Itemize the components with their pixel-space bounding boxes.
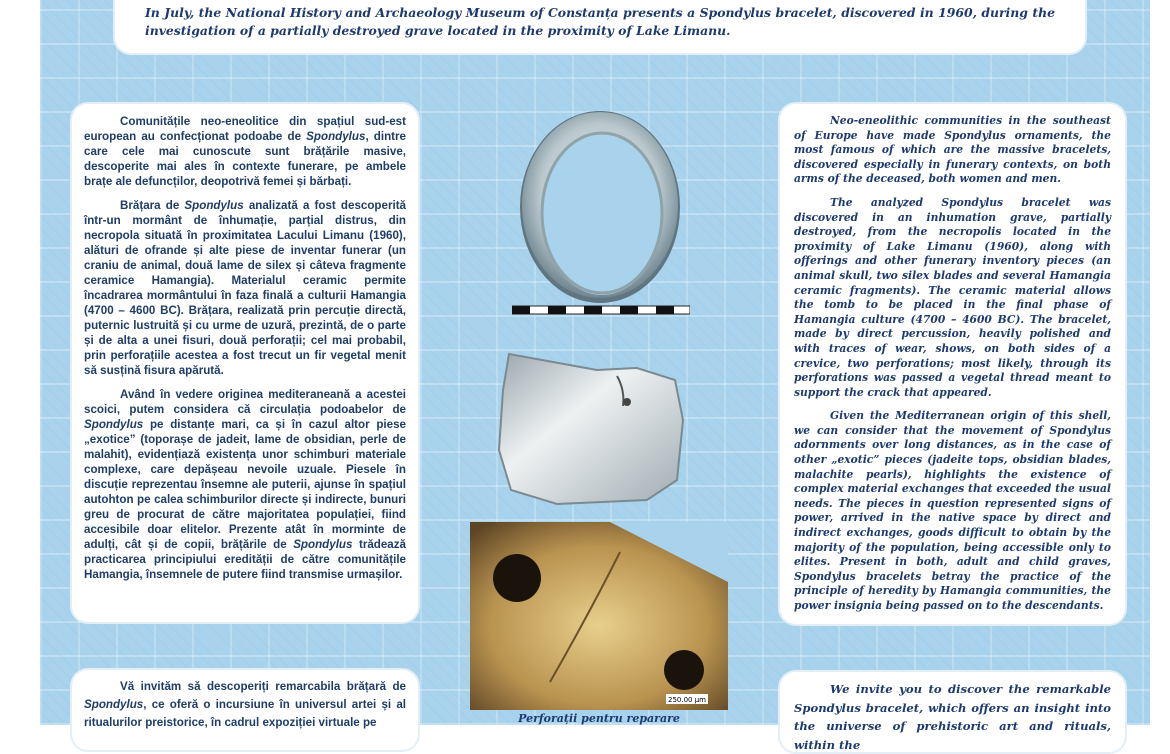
en-paragraph-1: Neo-eneolithic communities in the southeast of Europe have made Spondylus ornaments, the most famous of which are the massive bracelets, discovered especially in funerary contexts, on both arms of the deceased, both women and men. [794, 114, 1111, 186]
en-invitation-text: We invite you to discover the remarkable Spondylus bracelet, which offers an insight into the universe of prehistoric art and rituals, within the [794, 682, 1111, 752]
ro-paragraph-1: Comunitățile neo-eneolitice din spațiul sud-est european au confecționat podoabe de Spondylus, dintre care cele mai cunoscute sunt brățările masive, descoperite mai ales în contexte funerare, pe ambele brațe ale defuncților, deopotrivă femei și bărbați. [84, 115, 407, 188]
english-invitation-card [780, 672, 1125, 752]
romanian-invitation-card [72, 670, 418, 750]
en-paragraph-2: The analyzed Spondylus bracelet was discovered in an inhumation grave, partially destroyed, from the necropolis located in the proximity of Lake Limanu (1960), along with offerings and other funerary inventory pieces (an animal skull, two silex blades and several Hamangia ceramic fragments). The ceramic material allows the tomb to be placed in the final phase of Hamangia culture (4700 – 4600 BC). The bracelet, made by direct percussion, heavily polished and with traces of wear, shows, on both sides of a crevice, two perforations; most likely, through its perforations was passed a vegetal thread meant to support the crack that appeared. [794, 195, 1111, 399]
ro-paragraph-3: Având în vedere originea mediteraneană a acestei scoici, putem considera că circulația podoabelor de Spondylus pe distanțe mari, ca și în cazul altor piese „exotice” (toporașe de jadeit, lame de obsidian, perle de malahit), evidențiază existența unor schimburi materiale complexe, care depășeau nevoile uzuale. Piesele în discuție reprezentau însemne ale puterii, ajunse în spațiul autohton pe calea schimburilor directe și indirecte, bunuri greu de procurat de către majoritatea populației, fiind accesibile doar elitelor. Prezente atât în morminte de adulți, cât și de copii, brățările de Spondylus trădează practicarea principiului eredității de către comunitățile Hamangia, însemnele de putere fiind transmise urmașilor. [84, 388, 407, 581]
bracelet-ring-photo [512, 105, 692, 305]
perforations-microscope-photo [470, 522, 728, 710]
bracelet-fragment-photo [497, 350, 685, 508]
perforations-caption: Perforații pentru reparare [518, 712, 680, 725]
ro-invitation-text: Vă invităm să descoperiți remarcabila brățară de Spondylus, ce oferă o incursiune în universul artei și al ritualurilor preistorice, în cadrul expoziției virtuale pe [84, 680, 406, 729]
ro-paragraph-2: Brățara de Spondylus analizată a fost descoperită într-un mormânt de înhumație, parțial distrus, din necropola situată în proximitatea Lacului Limanu (1960), alături de ofrande și alte piese de inventar funerar (un craniu de animal, două lame de silex și câteva fragmente ceramice Hamangia). Materialul ceramic permite încadrarea mormântului în faza finală a culturii Hamangia (4700 – 4600 BC). Brățara, realizată prin percuție directă, puternic lustruită și cu urme de uzură, prezintă, de o parte și de alta a unei fisuri, două perforații; cel mai probabil, prin perforațiile acestea a fost trecut un fir vegetal menit să susțină fisura apărută. [84, 199, 407, 377]
intro-text: In July, the National History and Archaeology Museum of Constanța presents a Spondylus bracelet, discovered in 1960, during the investigation of a partially destroyed grave located in the proximity of Lake Limanu. [145, 5, 1055, 38]
romanian-text-card [72, 104, 418, 622]
micro-scale-label: 250.00 µm [668, 696, 706, 704]
english-text-card [780, 104, 1125, 624]
intro-card [115, 0, 1085, 53]
scale-bar [512, 302, 690, 316]
en-paragraph-3: Given the Mediterranean origin of this shell, we can consider that the movement of Spondylus adornments over long distances, as in the case of other „exotic” pieces (jadeite tops, obsidian blades, malachite pearls), highlights the existence of complex material exchanges that exceeded the usual needs. The pieces in question represented signs of power, arrived in the native space by direct and indirect exchanges, goods difficult to obtain by the majority of the population, being accessible only to elites. Present in both, adult and child graves, Spondylus bracelets betray the practice of the principle of heredity by Hamangia communities, the power insignia being passed on to the descendants. [794, 409, 1111, 612]
